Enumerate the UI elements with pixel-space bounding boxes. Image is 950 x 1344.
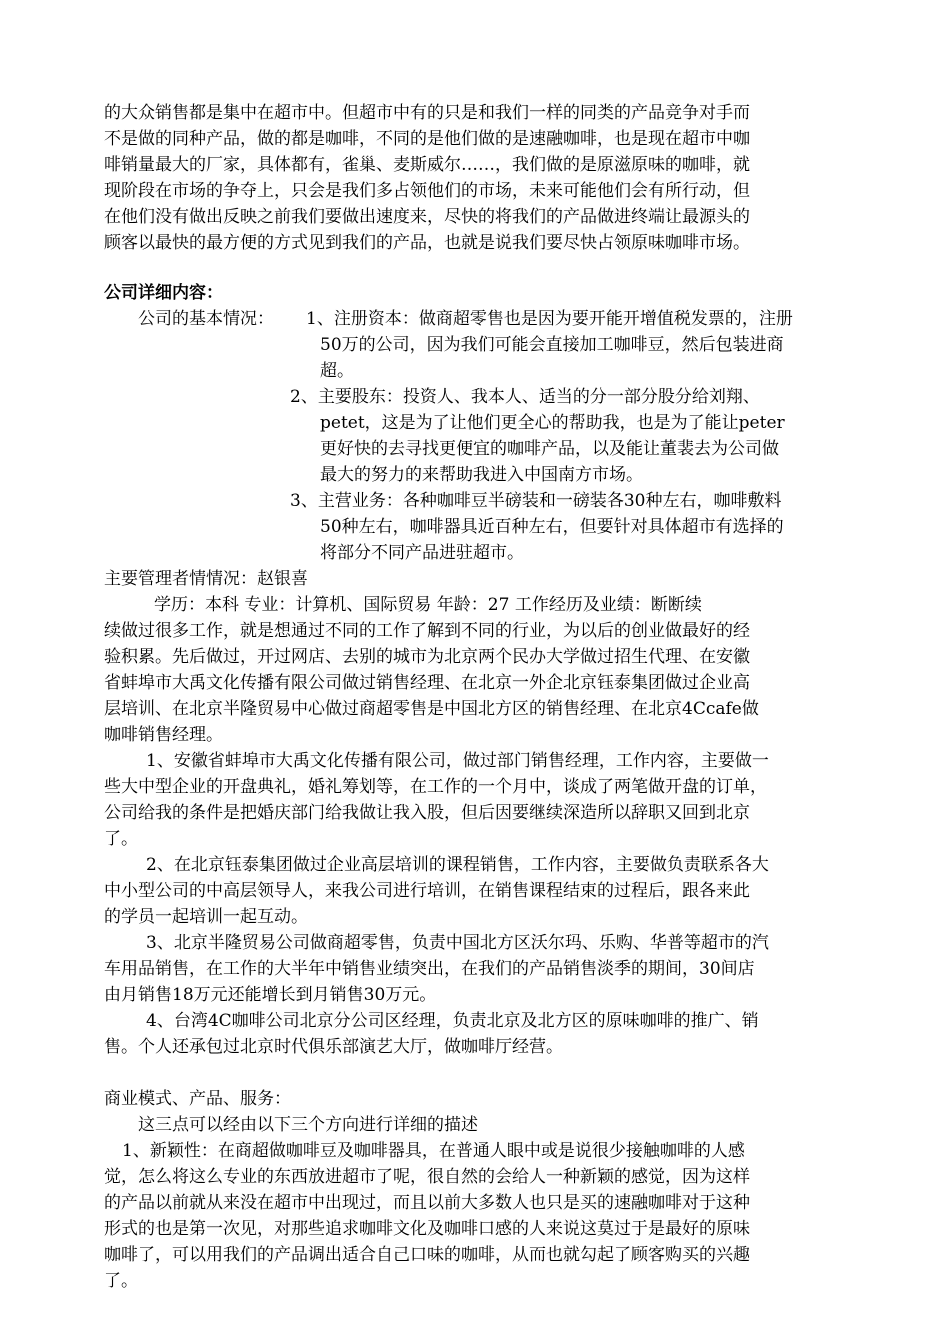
manager-title: 主要管理者情情况：赵银喜 — [104, 569, 308, 589]
text-line: 超。 — [320, 361, 354, 381]
manager-profile — [104, 592, 844, 748]
text-line: 形式的也是第一次见，对那些追求咖啡文化及咖啡口感的人来说这莫过于是最好的原味 — [104, 1219, 750, 1239]
experience-2 — [104, 852, 844, 930]
text-line: 的学员一起培训一起互动。 — [104, 907, 308, 927]
text-line: 验积累。先后做过，开过网店、去别的城市为北京两个民办大学做过招生代理、在安徽 — [104, 647, 750, 667]
text-line: 2、主要股东：投资人、我本人、适当的分一部分股分给刘翔、 — [290, 387, 760, 407]
text-line: 1、新颖性：在商超做咖啡豆及咖啡器具，在普通人眼中或是说很少接触咖啡的人感 — [122, 1141, 745, 1161]
text-line: 1、注册资本：做商超零售也是因为要开能开增值税发票的，注册 — [306, 309, 793, 329]
text-line: 最大的努力的来帮助我进入中国南方市场。 — [320, 465, 643, 485]
text-line: 咖啡了，可以用我们的产品调出适合自己口味的咖啡，从而也就勾起了顾客购买的兴趣 — [104, 1245, 750, 1265]
text-line: 顾客以最快的最方便的方式见到我们的产品，也就是说我们要尽快占领原味咖啡市场。 — [104, 233, 750, 253]
text-line: 在他们没有做出反映之前我们要做出速度来，尽快的将我们的产品做进终端让最源头的 — [104, 207, 750, 227]
text-line: 不是做的同种产品，做的都是咖啡，不同的是他们做的是速融咖啡，也是现在超市中咖 — [104, 129, 750, 149]
shareholders-item — [290, 384, 846, 488]
text-line: 由月销售18万元还能增长到月销售30万元。 — [104, 985, 437, 1005]
intro-paragraph — [104, 100, 844, 256]
text-line: 觉，怎么将这么专业的东西放进超市了呢，很自然的会给人一种新颖的感觉，因为这样 — [104, 1167, 750, 1187]
text-line: 1、安徽省蚌埠市大禹文化传播有限公司，做过部门销售经理，工作内容，主要做一 — [146, 751, 769, 771]
text-line: 50万的公司，因为我们可能会直接加工咖啡豆，然后包装进商 — [320, 335, 784, 355]
text-line: 4、台湾4C咖啡公司北京分公司区经理，负责北京及北方区的原味咖啡的推广、销 — [146, 1011, 759, 1031]
experience-3 — [104, 930, 844, 1008]
registered-capital-item — [306, 306, 844, 384]
text-line: 了。 — [104, 1271, 138, 1291]
novelty-paragraph — [104, 1138, 844, 1294]
text-line: 啡销量最大的厂家，具体都有，雀巢、麦斯威尔……，我们做的是原滋原味的咖啡，就 — [104, 155, 750, 175]
text-line: 将部分不同产品进驻超市。 — [320, 543, 524, 563]
experience-1 — [104, 748, 844, 852]
experience-4 — [104, 1008, 844, 1060]
text-line: 这三点可以经由以下三个方向进行详细的描述 — [138, 1115, 478, 1135]
text-line: 的产品以前就从来没在超市中出现过，而且以前大多数人也只是买的速融咖啡对于这种 — [104, 1193, 750, 1213]
text-line: 的大众销售都是集中在超市中。但超市中有的只是和我们一样的同类的产品竞争对手而 — [104, 103, 750, 123]
text-line: 些大中型企业的开盘典礼，婚礼筹划等，在工作的一个月中，谈成了两笔做开盘的订单， — [104, 777, 767, 797]
text-line: 公司给我的条件是把婚庆部门给我做让我入股，但后因要继续深造所以辞职又回到北京 — [104, 803, 750, 823]
business-intro — [104, 1112, 844, 1138]
text-line: 更好快的去寻找更便宜的咖啡产品，以及能让董裴去为公司做 — [320, 439, 779, 459]
business-heading: 商业模式、产品、服务： — [104, 1089, 291, 1109]
text-line: petet，这是为了让他们更全心的帮助我，也是为了能让peter — [320, 413, 785, 433]
text-line: 50种左右，咖啡器具近百种左右，但要针对具体超市有选择的 — [320, 517, 784, 537]
company-heading: 公司详细内容： — [104, 283, 223, 303]
text-line: 3、主营业务：各种咖啡豆半磅装和一磅装各30种左右，咖啡敷料 — [290, 491, 782, 511]
text-line: 3、北京半隆贸易公司做商超零售，负责中国北方区沃尔玛、乐购、华普等超市的汽 — [146, 933, 769, 953]
text-line: 售。个人还承包过北京时代俱乐部演艺大厅，做咖啡厅经营。 — [104, 1037, 563, 1057]
text-line: 咖啡销售经理。 — [104, 725, 223, 745]
text-line: 省蚌埠市大禹文化传播有限公司做过销售经理、在北京一外企北京钰泰集团做过企业高 — [104, 673, 750, 693]
text-line: 车用品销售，在工作的大半年中销售业绩突出，在我们的产品销售淡季的期间，30间店 — [104, 959, 755, 979]
text-line: 2、在北京钰泰集团做过企业高层培训的课程销售，工作内容，主要做负责联系各大 — [146, 855, 769, 875]
basic-info-label: 公司的基本情况： — [138, 309, 274, 329]
text-line: 现阶段在市场的争夺上，只会是我们多占领他们的市场，未来可能他们会有所行动，但 — [104, 181, 750, 201]
text-line: 层培训、在北京半隆贸易中心做过商超零售是中国北方区的销售经理、在北京4Ccafe做 — [104, 699, 759, 719]
main-business-item — [290, 488, 846, 566]
text-line: 了。 — [104, 829, 138, 849]
text-line: 续做过很多工作，就是想通过不同的工作了解到不同的行业，为以后的创业做最好的经 — [104, 621, 750, 641]
text-line: 学历：本科 专业：计算机、国际贸易 年龄：27 工作经历及业绩：断断续 — [154, 595, 702, 615]
text-line: 中小型公司的中高层领导人，来我公司进行培训，在销售课程结束的过程后，跟各来此 — [104, 881, 750, 901]
